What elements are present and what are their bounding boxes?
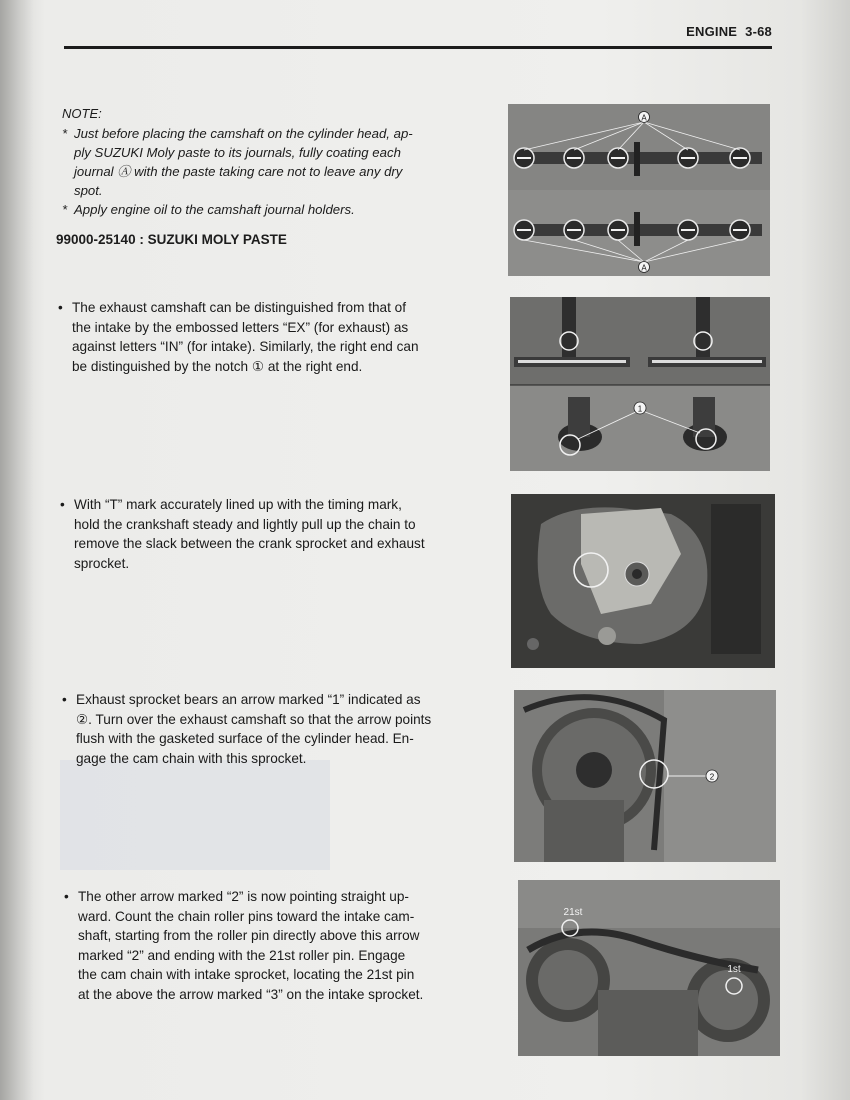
- exhaust-sprocket-illustration: [514, 690, 776, 862]
- note-line: ply SUZUKI Moly paste to its journals, fully coating each: [74, 145, 401, 160]
- step-line: flush with the gasketed surface of the cylinder head. En-: [76, 731, 414, 746]
- bullet-icon: •: [62, 692, 67, 707]
- cam-chain-illustration: [518, 880, 780, 1056]
- camshaft-illustration: [508, 104, 770, 276]
- note-marker: *: [62, 202, 68, 217]
- camshaft-ends-illustration: [510, 297, 770, 471]
- step-line: With “T” mark accurately lined up with the timing mark,: [74, 497, 402, 512]
- step-line: marked “2” and ending with the 21st roller pin. Engage: [78, 947, 406, 963]
- step-line: sprocket.: [74, 555, 130, 571]
- callout-a-bottom: A: [641, 263, 647, 273]
- step-line: at the above the arrow marked “3” on the intake sprocket.: [78, 986, 424, 1002]
- step-line: hold the crankshaft steady and lightly pull up the chain to: [74, 516, 416, 532]
- page-header: [686, 24, 772, 39]
- bullet-icon: •: [58, 300, 63, 315]
- note-marker: *: [62, 126, 68, 141]
- step-line: The exhaust camshaft can be distinguished from that of: [72, 300, 406, 315]
- step-line: remove the slack between the crank sprocket and exhaust: [74, 536, 425, 551]
- step-line: the cam chain with intake sprocket, locating the 21st pin: [78, 967, 415, 982]
- page-number: 3-68: [745, 24, 772, 39]
- callout-notch: 1: [637, 404, 643, 414]
- step-line: Exhaust sprocket bears an arrow marked “1” indicated as: [76, 692, 421, 707]
- part-number-line: 99000-25140 : SUZUKI MOLY PASTE: [56, 232, 287, 247]
- note-line: Apply engine oil to the camshaft journal holders.: [74, 202, 355, 217]
- exhaust-sprocket-photo: [514, 690, 776, 862]
- note-line: spot.: [74, 183, 103, 198]
- note-label: NOTE:: [62, 106, 102, 121]
- callout-a-top: A: [641, 113, 647, 123]
- bleed-through-area: [60, 760, 330, 870]
- header-rule: [64, 46, 772, 49]
- step-line: against letters “IN” (for intake). Similarly, the right end can: [72, 339, 419, 354]
- step-paragraph: [60, 495, 490, 573]
- callout-arrow: 2: [709, 772, 715, 782]
- label-1st-pin: 1st: [727, 964, 741, 975]
- timing-mark-photo: [511, 494, 775, 668]
- note-item: [62, 200, 482, 219]
- camshaft-ends-photo: [510, 297, 770, 471]
- step-line: gage the cam chain with this sprocket.: [76, 750, 307, 766]
- bullet-icon: •: [60, 497, 65, 512]
- step-line: The other arrow marked “2” is now pointing straight up-: [78, 889, 409, 904]
- camshaft-journals-photo: [508, 104, 770, 276]
- step-line: be distinguished by the notch ① at the right end.: [72, 358, 363, 374]
- cam-chain-photo: [518, 880, 780, 1056]
- note-line: journal Ⓐ with the paste taking care not to leave any dry: [74, 164, 403, 179]
- step-line: ②. Turn over the exhaust camshaft so that the arrow points: [76, 711, 432, 727]
- note-item: [62, 124, 482, 200]
- note-line: Just before placing the camshaft on the cylinder head, ap-: [74, 126, 413, 141]
- timing-plate-illustration: [511, 494, 775, 668]
- step-paragraph: [62, 690, 492, 768]
- step-paragraph: [58, 298, 488, 376]
- step-line: the intake by the embossed letters “EX” (for exhaust) as: [72, 319, 409, 335]
- step-paragraph: [64, 887, 494, 1004]
- binding-shadow: [0, 0, 34, 1100]
- label-21st-pin: 21st: [563, 907, 583, 918]
- step-line: ward. Count the chain roller pins toward the intake cam-: [78, 908, 415, 924]
- section-title: ENGINE: [686, 24, 738, 39]
- bullet-icon: •: [64, 889, 69, 904]
- step-line: shaft, starting from the roller pin directly above this arrow: [78, 928, 420, 943]
